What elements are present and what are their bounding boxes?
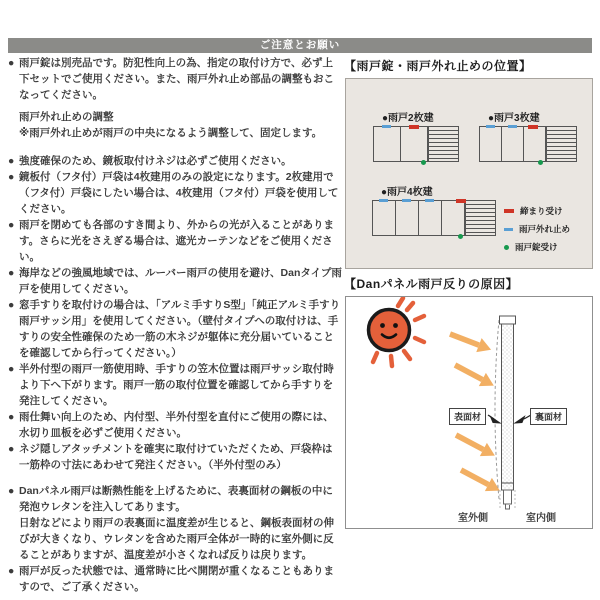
lock-receiver-marker — [458, 234, 463, 239]
shutter-drawing — [372, 200, 496, 236]
note-text: ※雨戸外れ止めが雨戸の中央になるよう調整して、固定します。 — [19, 127, 323, 139]
stopper-marker — [425, 199, 434, 202]
shutter-pocket — [428, 126, 459, 162]
legend-row — [504, 223, 570, 235]
position-diagram-box — [345, 78, 593, 269]
shutter-pocket — [546, 126, 577, 162]
diagram-legend — [504, 205, 570, 259]
shutter-diagram-2panel — [373, 109, 459, 162]
note-item — [8, 483, 342, 515]
legend-label: 締まり受け — [520, 206, 563, 216]
note-text: 鏡板付（フタ付）戸袋は4枚建用のみの設定になります。2枚建用で（フタ付）戸袋にしたい場合は、4枚建用（フタ付）戸袋を使用してください。 — [19, 171, 339, 215]
bullet: ● — [8, 485, 15, 497]
bullet: ● — [8, 57, 15, 69]
bullet: ● — [8, 411, 15, 423]
bullet: ● — [8, 219, 15, 231]
note-item — [8, 217, 342, 265]
legend-row — [504, 205, 570, 217]
note-text: 雨戸外れ止めの調整 — [19, 111, 114, 123]
catch-marker — [456, 199, 466, 203]
note-text: 窓手すりを取付けの場合は、「アルミ手すりS型」「純正アルミ手すり雨戸サッシ用」を使用してください。（壁付タイプへの取付けは、手すりの安全性確保のため一筋の木ネジが躯体に充分届いていることを確認してから行ってください。） — [19, 299, 341, 359]
bullet: ● — [8, 565, 15, 577]
note-text: 雨戸錠は別売品です。防犯性向上の為、指定の取付け方で、必ず上下セットでご使用ください。また、雨戸外れ止め部品の調整もおこなってください。 — [19, 57, 334, 101]
catch-legend-swatch — [504, 209, 514, 213]
note-text: 日射などにより雨戸の表裏面に温度差が生じると、鋼板表面材の伸びが大きくなり、ウレタンを含めた雨戸全体が一時的に室外側に反ることがありますが、温度差が小さくなれば反りは戻ります。 — [19, 517, 334, 561]
stopper-marker — [379, 199, 388, 202]
shutter-panels — [373, 126, 428, 162]
note-text: Danパネル雨戸は断熱性能を上げるために、表裏面材の鋼板の中に発泡ウレタンを注入してあります。 — [19, 485, 333, 513]
note-item — [8, 361, 342, 409]
outdoor-side-label: 室外側 — [458, 513, 488, 524]
note-text: 雨戸が反った状態では、通常時に比べ開閉が重くなることもありますので、ご了承ください。 — [19, 565, 334, 593]
legend-row — [504, 241, 570, 253]
note-item — [8, 409, 342, 441]
lock-receiver-legend-swatch — [504, 245, 509, 250]
bullet: ● — [8, 299, 15, 311]
lock-receiver-marker — [538, 160, 543, 165]
stopper-marker — [382, 125, 391, 128]
note-item — [8, 153, 342, 169]
bullet: ● — [8, 443, 15, 455]
note-subheading — [8, 109, 342, 125]
bullet: ● — [8, 155, 15, 167]
notice-header: ご注意とお願い — [8, 38, 592, 53]
note-item — [8, 125, 342, 141]
warp-diagram-box — [345, 296, 593, 529]
stopper-marker — [402, 199, 411, 202]
indoor-side-label: 室内側 — [526, 513, 556, 524]
bullet: ● — [8, 171, 15, 183]
stopper-marker — [508, 125, 517, 128]
bullet: ● — [8, 363, 15, 375]
front-material-label: 表面材 — [449, 408, 486, 425]
legend-label: 雨戸錠受け — [515, 242, 558, 252]
note-item — [8, 55, 342, 103]
catch-marker — [409, 125, 419, 129]
note-item — [8, 169, 342, 217]
back-material-label: 裏面材 — [530, 408, 567, 425]
warp-section-title: 【Danパネル雨戸反りの原因】 — [344, 277, 519, 291]
note-item — [8, 297, 342, 361]
shutter-panel-section — [500, 316, 516, 509]
note-text: 半外付型の雨戸一筋使用時、手すりの笠木位置は雨戸サッシ取付時より下へ下がります。雨戸一筋の取付位置を確認してから手すりを発注してください。 — [19, 363, 334, 407]
shutter-panels — [479, 126, 546, 162]
note-item — [8, 441, 342, 473]
shutter-drawing — [479, 126, 577, 162]
shutter-panels — [372, 200, 465, 236]
catch-marker — [528, 125, 538, 129]
shutter-diagram-3panel — [479, 109, 577, 162]
note-item — [8, 265, 342, 297]
note-text: 海岸などの強風地域では、ルーバー雨戸の使用を避け、Danタイプ雨戸を使用してください。 — [19, 267, 342, 295]
note-text: 強度確保のため、鏡板取付けネジは必ずご使用ください。 — [19, 155, 292, 167]
stopper-legend-swatch — [504, 228, 513, 231]
shutter-drawing — [373, 126, 459, 162]
legend-label: 雨戸外れ止め — [519, 224, 571, 234]
bullet: ● — [8, 267, 15, 279]
diagram-label: ●雨戸2枚建 — [382, 113, 434, 124]
warp-curve — [495, 320, 499, 499]
note-text: 雨仕舞い向上のため、内付型、半外付型を直付にご使用の際には、水切り皿板を必ずご使用ください。 — [19, 411, 334, 439]
shutter-diagram-4panel — [372, 183, 496, 236]
note-item — [8, 515, 342, 563]
note-text: ネジ隠しアタッチメントを確実に取付けていただくため、戸袋枠は一筋枠の寸法にあわせて発注ください。（半外付型のみ） — [19, 443, 333, 471]
shutter-pocket — [465, 200, 496, 236]
sun-icon — [369, 310, 410, 351]
note-item — [8, 563, 342, 595]
diagram-label: ●雨戸3枚建 — [488, 113, 540, 124]
position-section-title: 【雨戸錠・雨戸外れ止めの位置】 — [344, 59, 532, 73]
stopper-marker — [486, 125, 495, 128]
lock-receiver-marker — [421, 160, 426, 165]
diagram-label: ●雨戸4枚建 — [381, 187, 433, 198]
notes-column — [8, 55, 342, 595]
note-text: 雨戸を閉めても各部のすき間より、外からの光が入ることがあります。さらに光をさえぎる場合は、遮光カーテンなどをご使用ください。 — [19, 219, 334, 263]
